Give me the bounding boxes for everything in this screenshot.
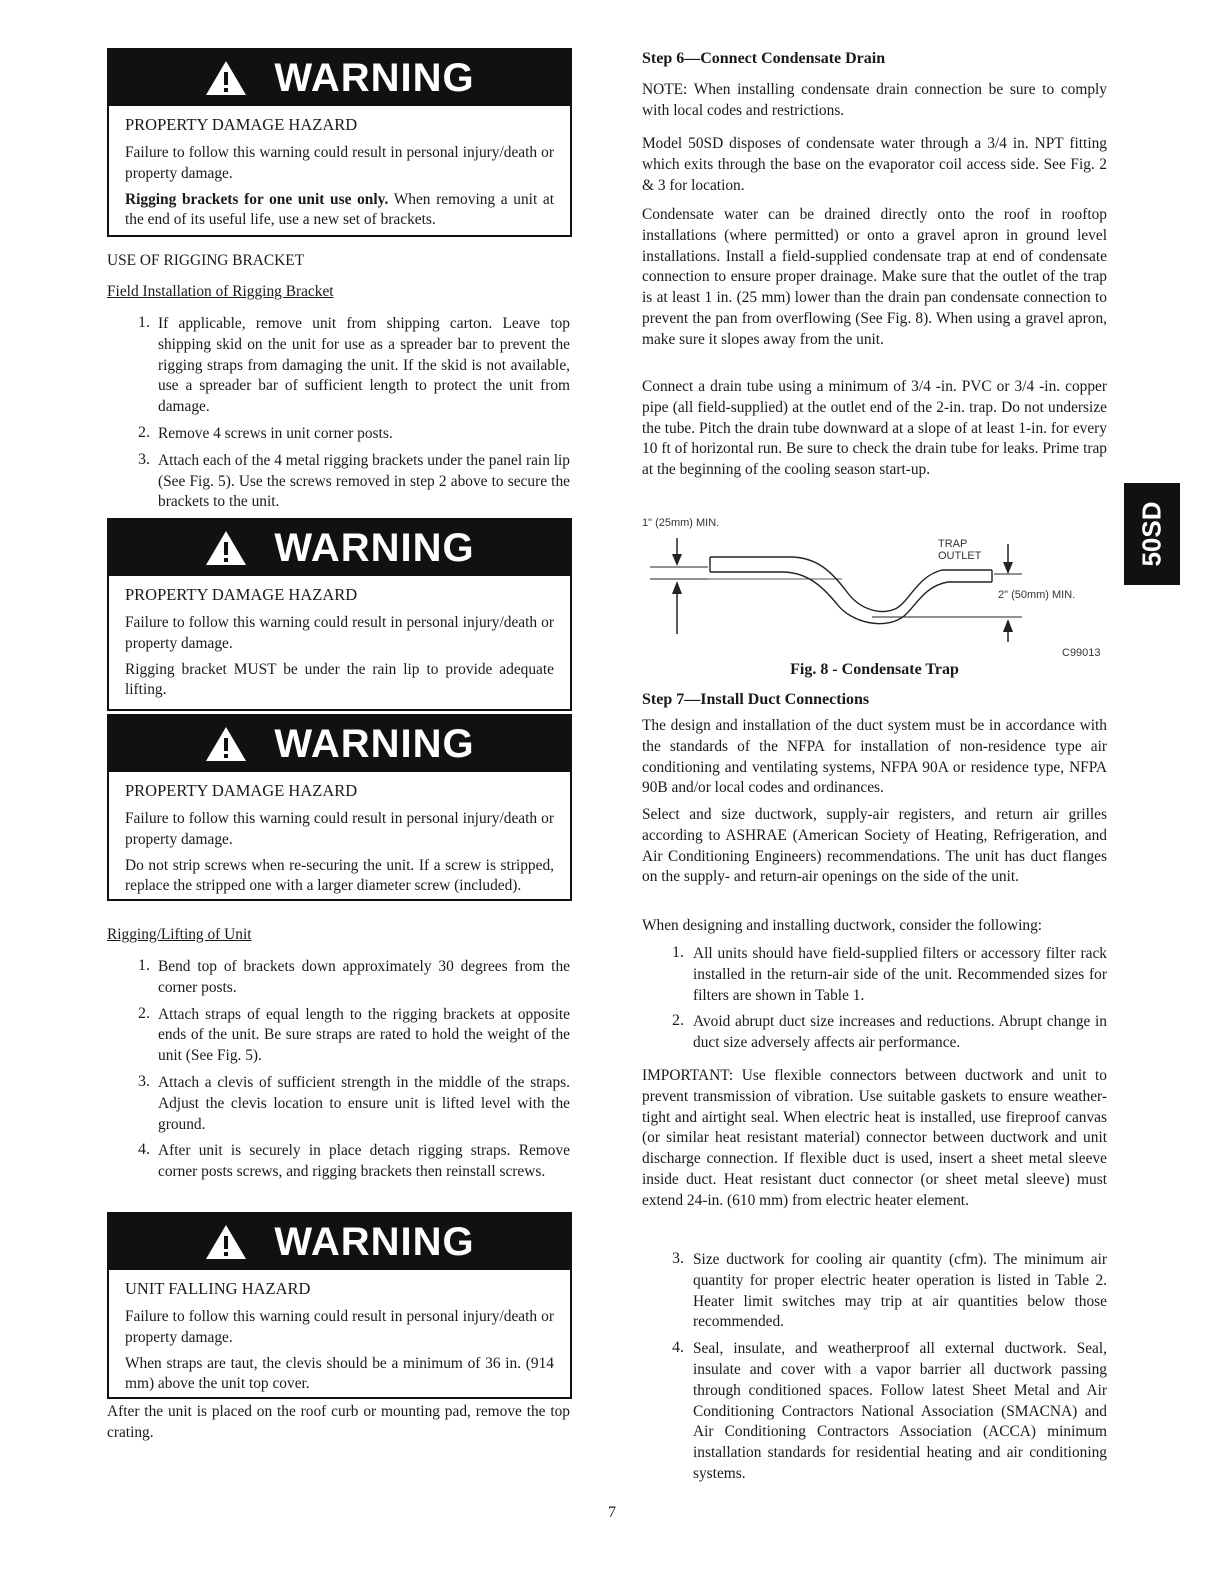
body-paragraph: When designing and installing ductwork, consider the following:	[642, 917, 1043, 934]
body-paragraph: Select and size ductwork, supply-air registers, and return air grilles according to ASHRAE (American Society of Heating, Refrigeration, and Air Conditioning Engineers) recommendations. The unit has duct flanges on the supply- and return-air openings on the side of the unit.	[642, 806, 1107, 886]
warning-box	[107, 714, 572, 901]
min-label-2: 2" (50mm) MIN.	[998, 589, 1076, 601]
warning-box	[107, 518, 572, 711]
note-paragraph: NOTE: When installing condensate drain connection be sure to comply with local codes and restrictions.	[642, 81, 1107, 119]
important-label: IMPORTANT:	[642, 1067, 734, 1084]
outlet-label: OUTLET	[938, 550, 982, 562]
list-item: 2. Attach straps of equal length to the rigging brackets at opposite ends of the unit. Be sure straps are rated to hold the weight of the unit (See Fig. 5).	[138, 1004, 570, 1065]
warning-header	[109, 50, 570, 106]
condensate-trap-diagram	[642, 512, 1107, 660]
hazard-title: PROPERTY DAMAGE HAZARD	[125, 781, 358, 800]
warning-text: When straps are taut, the clevis should be a minimum of 36 in. (914 mm) above the unit top cover.	[125, 1354, 554, 1393]
body-paragraph: The design and installation of the duct system must be in accordance with the standards of the NFPA for installation of non-residence type air conditioning and ventilating systems, NFPA 90A or residence type, NFPA 90B and/or local codes and ordinances.	[642, 717, 1107, 797]
figure-code: C99013	[1062, 647, 1101, 659]
warning-text: Rigging brackets for one unit use only. When removing a unit at the end of its useful life, use a new set of brackets.	[125, 190, 555, 229]
body-paragraph: Connect a drain tube using a minimum of 3/4 -in. PVC or 3/4 -in. copper pipe (all field-supplied) at the outlet end of the 2-in. trap. Do not undersize the tube. Pitch the drain tube downward at a slope of at least 1-in. for every 10 ft of horizontal run. Be sure to check the drain tube for leaks. Prime trap at the beginning of the cooling season start-up.	[642, 378, 1107, 479]
warning-triangle-icon	[204, 725, 248, 763]
warning-triangle-icon	[204, 59, 248, 97]
warning-header	[109, 716, 570, 772]
important-paragraph: IMPORTANT: Use flexible connectors between ductwork and unit to prevent transmission of vibration. Use suitable gaskets to ensure weather-tight and airtight seal. When electric heat is installed, use fireproof canvas (or similar heat resistant material) connector between ductwork and unit discharge connection. If flexible duct is used, insert a sheet metal sleeve inside duct. Heat resistant duct connector (or sheet metal sleeve) must extend 24-in. (610 mm) from electric heater element.	[642, 1067, 1107, 1209]
side-tab-label: 50SD	[1136, 501, 1167, 567]
warning-label: WARNING	[274, 525, 475, 570]
body-paragraph: Model 50SD disposes of condensate water through a 3/4 in. NPT fitting which exits through the base on the evaporator coil access side. See Fig. 2 & 3 for location.	[642, 135, 1107, 194]
list-item: 4. After unit is securely in place detach rigging straps. Remove corner posts screws, and rigging brackets then reinstall screws.	[138, 1141, 570, 1181]
list-item: 3. Attach each of the 4 metal rigging brackets under the panel rain lip (See Fig. 5). Use the screws removed in step 2 above to secure the brackets to the unit.	[138, 450, 570, 511]
warning-triangle-icon	[204, 529, 248, 567]
warning-emphasis: Rigging brackets for one unit use only.	[125, 190, 389, 208]
warning-text: Failure to follow this warning could result in personal injury/death or property damage.	[125, 144, 554, 182]
warning-triangle-icon	[204, 1223, 248, 1261]
warning-header	[109, 520, 570, 576]
warning-text: Rigging bracket MUST be under the rain lip to provide adequate lifting.	[125, 660, 554, 699]
side-tab	[1124, 483, 1180, 585]
figure-caption: Fig. 8 - Condensate Trap	[790, 661, 959, 678]
hazard-title: PROPERTY DAMAGE HAZARD	[125, 115, 358, 134]
warning-text: Failure to follow this warning could result in personal injury/death or property damage.	[125, 810, 554, 848]
list-item: 1. If applicable, remove unit from shipping carton. Leave top shipping skid on the unit for use as a spreader bar to prevent the rigging straps from damaging the unit. If the skid is not available, use a spreader bar of sufficient length to protect the unit from damage.	[138, 314, 570, 416]
step-heading: Step 6—Connect Condensate Drain	[642, 50, 886, 67]
list-item: 1. All units should have field-supplied filters or accessory filter rack installed in the return-air side of the unit. Recommended sizes for filters are shown in Table 1.	[672, 944, 1107, 1004]
warning-text: Failure to follow this warning could result in personal injury/death or property damage.	[125, 1308, 554, 1346]
warning-box	[107, 1212, 572, 1399]
step-heading: Step 7—Install Duct Connections	[642, 691, 870, 708]
duct-steps-list	[642, 944, 1107, 1060]
trap-label: TRAP	[938, 538, 968, 550]
list-item: 2. Remove 4 screws in unit corner posts.	[138, 423, 393, 442]
warning-header	[109, 1214, 570, 1270]
section-heading: USE OF RIGGING BRACKET	[107, 252, 305, 269]
list-item: 1. Bend top of brackets down approximately 30 degrees from the corner posts.	[138, 957, 570, 996]
body-paragraph: Condensate water can be drained directly onto the roof in rooftop installations (where permitted) or onto a gravel apron in ground level installations. Install a field-supplied condensate trap at end of condensate connection to ensure proper drainage. Make sure that the outlet of the trap is at least 1 in. (25 mm) lower than the drain pan condensate connection to prevent the pan from overflowing (See Fig. 8). When using a gravel apron, make sure it slopes away from the unit.	[642, 206, 1107, 348]
warning-label: WARNING	[274, 721, 475, 766]
warning-text: Failure to follow this warning could result in personal injury/death or property damage.	[125, 614, 554, 652]
list-item: 4. Seal, insulate, and weatherproof all external ductwork. Seal, insulate and cover with a vapor barrier all ductwork passing through conditioned spaces. Follow latest Sheet Metal and Air Conditioning Contractors National Association (SMACNA) and Air Conditioning Contractors Association (ACCA) minimum installation standards for residential heating and air conditioning systems.	[672, 1339, 1107, 1482]
duct-steps-list-continued	[642, 1250, 1107, 1491]
warning-text: Do not strip screws when re-securing the unit. If a screw is stripped, replace the stripped one with a larger diameter screw (included).	[125, 856, 554, 895]
field-steps-list	[107, 314, 570, 519]
list-item: 3. Size ductwork for cooling air quantity (cfm). The minimum air quantity for proper electric heater operation is listed in Table 2. Heater limit switches may trip at air quantities below those recommended.	[672, 1250, 1107, 1331]
lifting-steps-list	[107, 957, 570, 1189]
page-number: 7	[608, 1504, 616, 1521]
list-item: 3. Attach a clevis of sufficient strength in the middle of the straps. Adjust the clevis location to ensure unit is lifted level with the ground.	[138, 1072, 570, 1133]
warning-label: WARNING	[274, 1219, 475, 1264]
note-label: NOTE:	[642, 81, 688, 98]
hazard-title: UNIT FALLING HAZARD	[125, 1279, 311, 1298]
min-label-1: 1" (25mm) MIN.	[642, 517, 720, 529]
body-paragraph: After the unit is placed on the roof curb or mounting pad, remove the top crating.	[107, 1403, 570, 1441]
warning-label: WARNING	[274, 55, 475, 100]
list-item: 2. Avoid abrupt duct size increases and reductions. Abrupt change in duct size adversely affects air performance.	[672, 1012, 1107, 1052]
section-subheading: Rigging/Lifting of Unit	[107, 926, 252, 943]
hazard-title: PROPERTY DAMAGE HAZARD	[125, 585, 358, 604]
section-subheading: Field Installation of Rigging Bracket	[107, 283, 334, 300]
warning-box	[107, 48, 572, 237]
